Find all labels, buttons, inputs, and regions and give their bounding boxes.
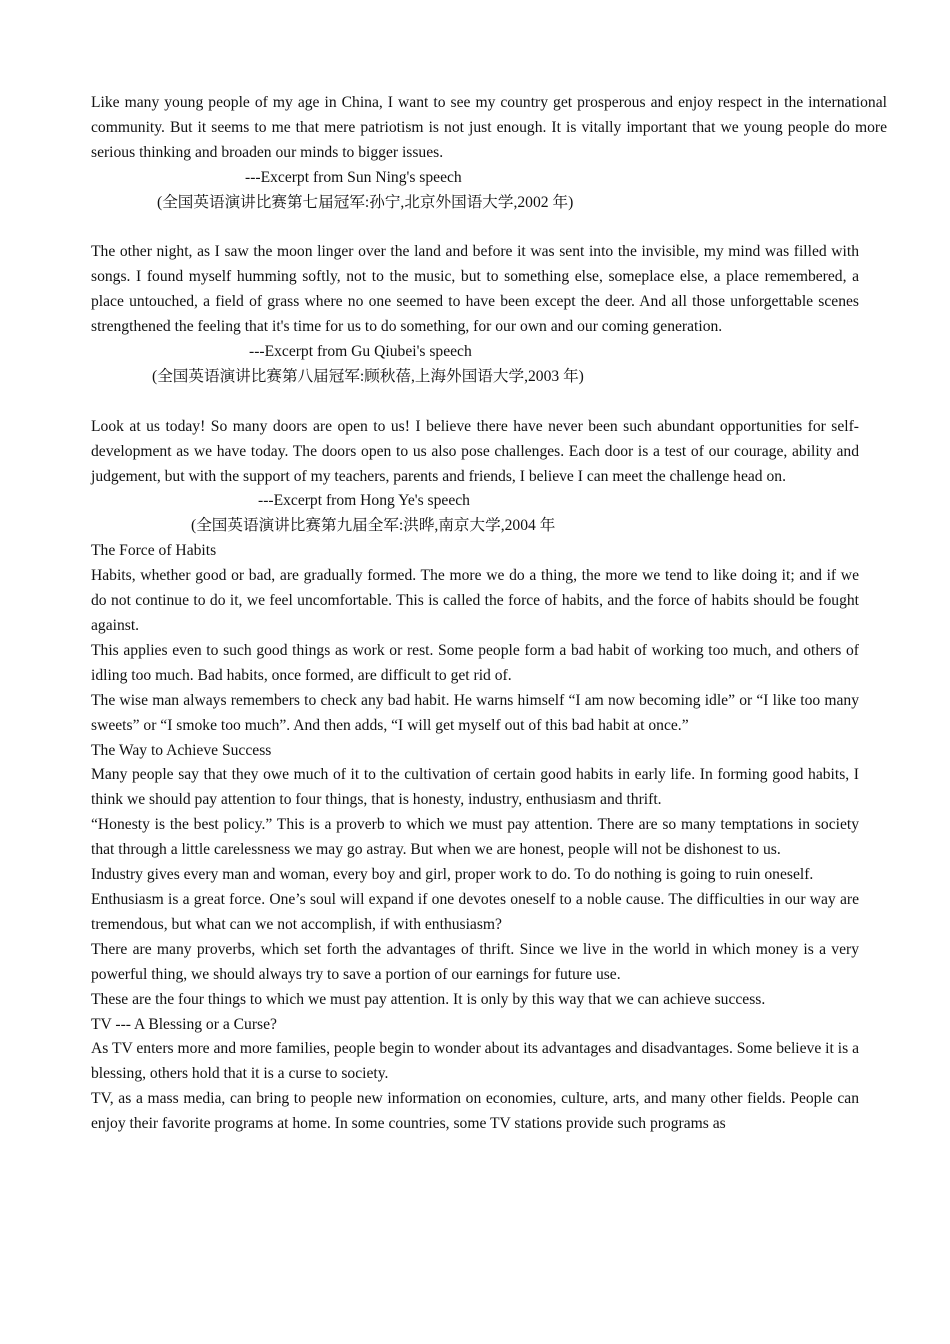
excerpt-text: Look at us today! So many doors are open to us! I believe there have never been such abundant opportunities for self-development as we have today. The doors open to us also pose challenges. Each door is a test of our courage, ability and judgement, but with the support of my teachers, parents and friends, I believe I can meet the challenge head on. [91,417,859,485]
excerpt-text: Like many young people of my age in China, I want to see my country get prosperous and enjoy respect in the international community. But it seems to me that mere patriotism is not just enough. It is vitally important that we young people do more serious thinking and broaden our minds to bigger issues. [91,94,887,161]
excerpt-source: ---Excerpt from Hong Ye's speech [258,492,470,510]
paragraph-gap [91,390,859,415]
excerpt-note: (全国英语演讲比赛第八届冠军:顾秋蓓,上海外国语大学,2003 年) [152,367,584,385]
essay-paragraph: Enthusiasm is a great force. One’s soul will expand if one devotes oneself to a noble cause. The difficulties in our way are tremendous, but what can we not accomplish, if with enthusiasm? [91,890,859,933]
document-body [91,91,887,1137]
excerpt-note: (全国英语演讲比赛第九届全军:洪晔,南京大学,2004 年 [191,517,556,535]
essay-paragraph: As TV enters more and more families, people begin to wonder about its advantages and disadvantages. Some believe it is a blessing, others hold that it is a curse to society. [91,1040,859,1083]
essay-paragraph: “Honesty is the best policy.” This is a proverb to which we must pay attention. There are so many temptations in society that through a little carelessness we may go astray. But when we are honest, people will not be dishonest to us. [91,816,859,859]
essay-paragraph: Habits, whether good or bad, are gradually formed. The more we do a thing, the more we tend to like doing it; and if we do not continue to do it, we feel uncomfortable. This is called the force of habits, and the force of habits should be fought against. [91,567,859,634]
essay-paragraph: These are the four things to which we must pay attention. It is only by this way that we can achieve success. [91,990,766,1008]
excerpt-source: ---Excerpt from Sun Ning's speech [245,168,462,186]
essay-title: The Way to Achieve Success [91,741,272,759]
essay-paragraph: Many people say that they owe much of it to the cultivation of certain good habits in early life. In forming good habits, I think we should pay attention to four things, that is honesty, industry, enthusiasm and thrift. [91,766,859,809]
essay-title: The Force of Habits [91,542,217,560]
excerpt-source: ---Excerpt from Gu Qiubei's speech [249,343,472,361]
excerpt-text: The other night, as I saw the moon linger over the land and before it was sent into the invisible, my mind was filled with songs. I found myself humming softly, not to the music, but to something else, someplace else, a place remembered, a place untouched, a field of grass where no one seemed to have been except the deer. And all those unforgettable scenes strengthened the feeling that it's time for us to do something, for our own and our coming generation. [91,243,859,336]
essay-paragraph: TV, as a mass media, can bring to people new information on economies, culture, arts, and many other fields. People can enjoy their favorite programs at home. In some countries, some TV stations provide such programs as [91,1090,859,1133]
essay-paragraph: There are many proverbs, which set forth the advantages of thrift. Since we live in the world in which money is a very powerful thing, we should always try to save a portion of our earnings for future use. [91,940,859,983]
paragraph-gap [91,216,859,241]
essay-paragraph: This applies even to such good things as work or rest. Some people form a bad habit of working too much, and others of idling too much. Bad habits, once formed, are difficult to get rid of. [91,641,859,684]
essay-title: TV --- A Blessing or a Curse? [91,1015,277,1033]
essay-paragraph: The wise man always remembers to check any bad habit. He warns himself “I am now becoming idle” or “I like too many sweets” or “I smoke too much”. And then adds, “I will get myself out of this bad habit at once.” [91,691,859,734]
essay-paragraph: Industry gives every man and woman, every boy and girl, proper work to do. To do nothing is going to ruin oneself. [91,866,814,884]
excerpt-note: (全国英语演讲比赛第七届冠军:孙宁,北京外国语大学,2002 年) [157,193,574,211]
